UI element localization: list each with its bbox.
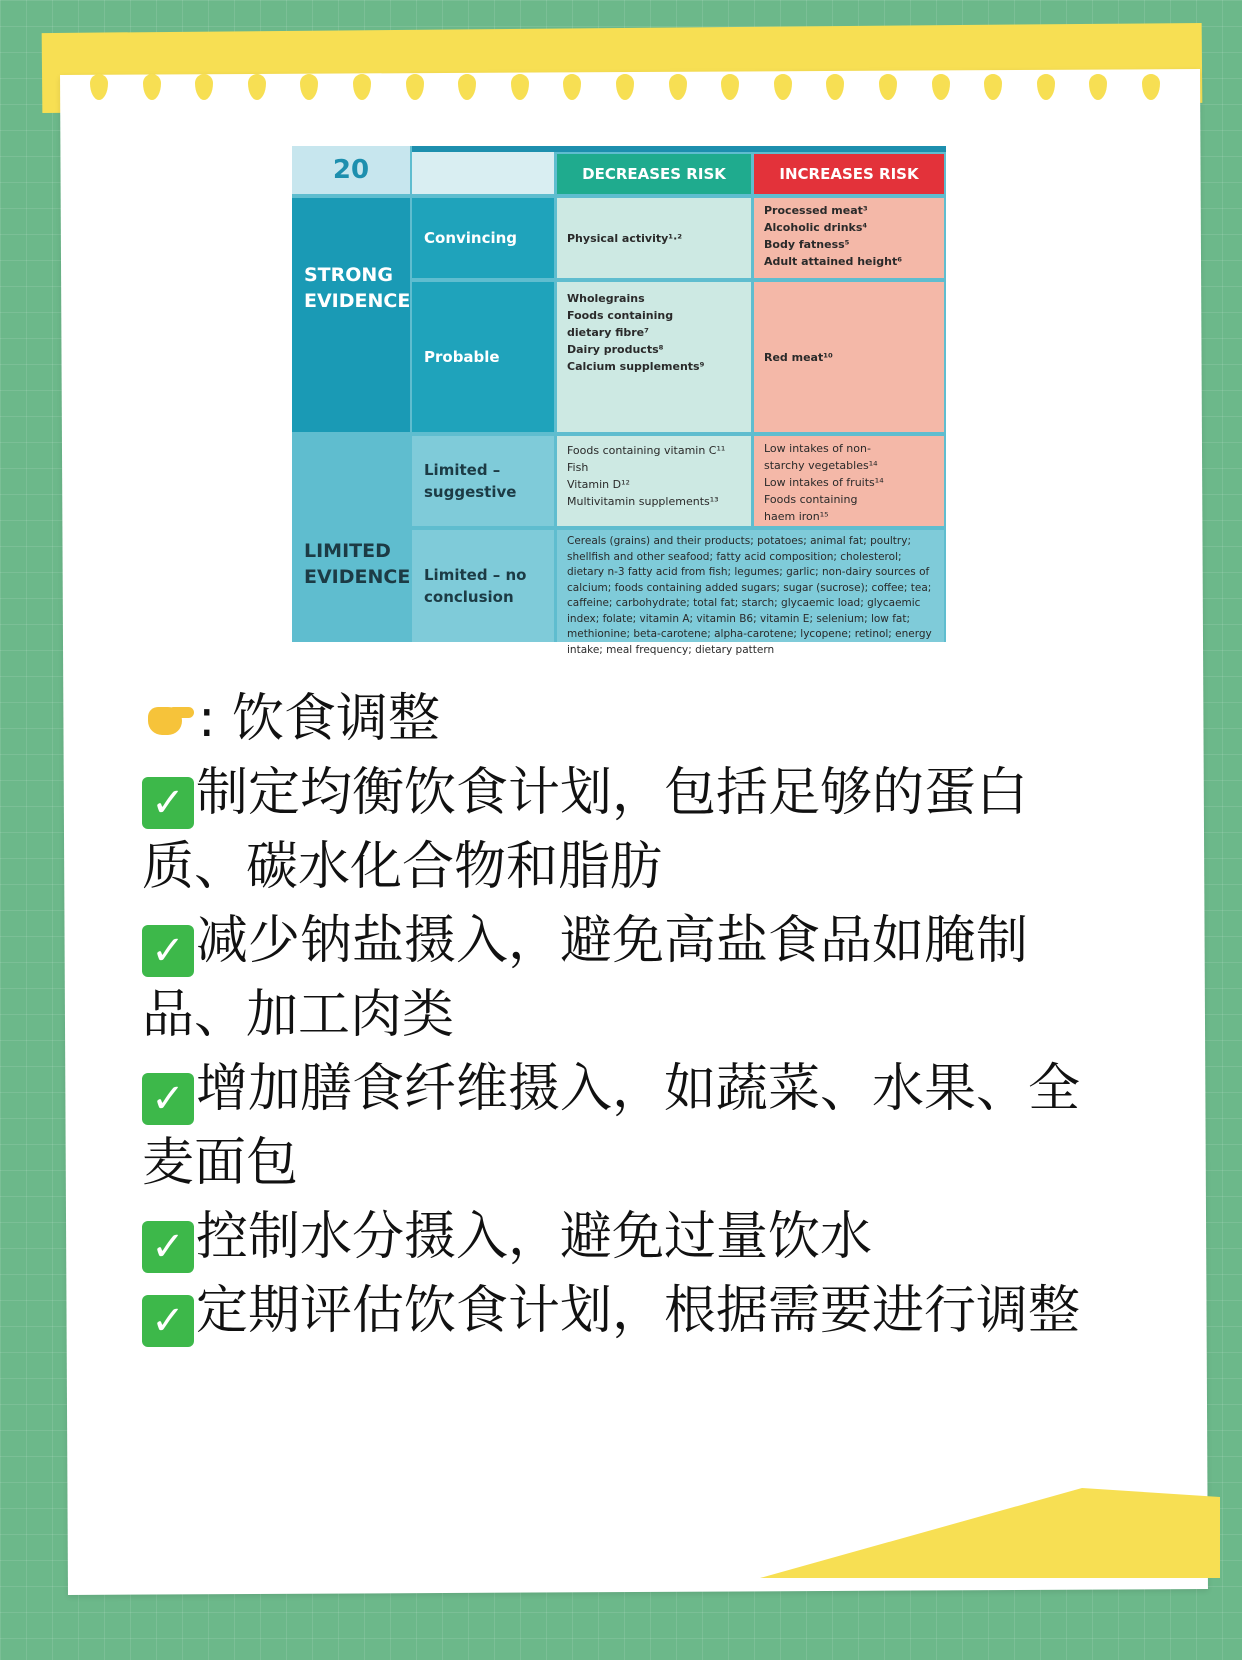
suggestive-increases-item: Low intakes of fruits¹⁴ bbox=[764, 476, 884, 489]
check-mark-icon: ✓ bbox=[142, 925, 194, 977]
level-suggestive-label: Limited – suggestive bbox=[424, 461, 517, 501]
binder-holes bbox=[90, 74, 1160, 114]
advice-item-text: 减少钠盐摄入，避免高盐食品如腌制品、加工肉类 bbox=[142, 911, 1029, 1045]
group-limited-evidence bbox=[292, 436, 410, 642]
suggestive-decreases-item: Fish bbox=[567, 461, 589, 474]
pointing-hand-icon bbox=[142, 699, 194, 739]
suggestive-decreases-item: Vitamin D¹² bbox=[567, 478, 630, 491]
advice-item-text: 控制水分摄入，避免过量饮水 bbox=[196, 1207, 873, 1267]
level-no-conclusion-label: Limited – no conclusion bbox=[424, 566, 527, 606]
check-mark-icon: ✓ bbox=[142, 1073, 194, 1125]
level-convincing: Convincing bbox=[412, 198, 554, 278]
group-limited-label: LIMITED EVIDENCE bbox=[304, 540, 411, 588]
convincing-decreases-item: Physical activity¹·² bbox=[567, 231, 683, 245]
suggestive-decreases-cell bbox=[557, 436, 751, 526]
convincing-decreases-cell bbox=[557, 198, 751, 278]
advice-item bbox=[142, 1200, 1112, 1274]
advice-item bbox=[142, 756, 1112, 904]
suggestive-decreases-item: Multivitamin supplements¹³ bbox=[567, 495, 719, 508]
diet-advice-text bbox=[142, 682, 1112, 1348]
group-strong-label: STRONG EVIDENCE bbox=[304, 264, 411, 312]
suggestive-increases-item: starchy vegetables¹⁴ bbox=[764, 459, 878, 472]
probable-decreases-item: Wholegrains bbox=[567, 292, 645, 305]
check-mark-icon: ✓ bbox=[142, 1221, 194, 1273]
header-increases-risk: INCREASES RISK bbox=[754, 154, 944, 194]
suggestive-increases-item: haem iron¹⁵ bbox=[764, 510, 829, 523]
probable-increases-item: Red meat¹⁰ bbox=[764, 350, 833, 364]
probable-decreases-item: Calcium supplements⁹ bbox=[567, 360, 705, 373]
group-strong-evidence bbox=[292, 198, 410, 432]
probable-decreases-item: Dairy products⁸ bbox=[567, 343, 664, 356]
advice-item bbox=[142, 904, 1112, 1052]
table-header-blank bbox=[412, 146, 554, 194]
convincing-increases-item: Processed meat³ bbox=[764, 204, 868, 217]
level-probable: Probable bbox=[412, 282, 554, 432]
convincing-increases-item: Alcoholic drinks⁴ bbox=[764, 221, 868, 234]
convincing-increases-cell bbox=[754, 198, 944, 278]
advice-item-text: 增加膳食纤维摄入，如蔬菜、水果、全麦面包 bbox=[142, 1059, 1081, 1193]
suggestive-decreases-item: Foods containing vitamin C¹¹ bbox=[567, 444, 726, 457]
advice-item bbox=[142, 1052, 1112, 1200]
header-decreases-risk: DECREASES RISK bbox=[557, 154, 751, 194]
probable-decreases-cell bbox=[557, 282, 751, 432]
evidence-table-image bbox=[292, 146, 946, 656]
table-top-line bbox=[412, 146, 946, 152]
section-heading bbox=[142, 682, 1112, 756]
convincing-increases-item: Adult attained height⁶ bbox=[764, 255, 903, 268]
advice-item-text: 制定均衡饮食计划，包括足够的蛋白质、碳水化合物和脂肪 bbox=[142, 763, 1029, 897]
probable-decreases-item: Foods containing bbox=[567, 309, 674, 322]
no-conclusion-cell: Cereals (grains) and their products; potatoes; animal fat; poultry; shellfish and other seafood; fatty acid composition; cholesterol; dietary n-3 fatty acid from fish; legumes; garlic; non-dairy sources of calcium; foods containing added sugars; sugar (sucrose); coffee; tea; caffeine; carbohydrate; total fat; starch; glycaemic load; glycaemic index; folate; vitamin A; vitamin B6; vitamin E; selenium; low fat; methionine; beta-carotene; alpha-carotene; lycopene; retinol; energy intake; meal frequency; dietary pattern bbox=[557, 530, 944, 642]
level-suggestive bbox=[412, 436, 554, 526]
advice-item-text: 定期评估饮食计划，根据需要进行调整 bbox=[196, 1281, 1081, 1341]
probable-increases-cell bbox=[754, 282, 944, 432]
probable-decreases-item: dietary fibre⁷ bbox=[567, 326, 649, 339]
suggestive-increases-item: Low intakes of non- bbox=[764, 442, 871, 455]
check-mark-icon: ✓ bbox=[142, 777, 194, 829]
suggestive-increases-item: Foods containing bbox=[764, 493, 858, 506]
table-corner-number: 20 bbox=[292, 146, 410, 194]
level-no-conclusion bbox=[412, 530, 554, 642]
advice-item bbox=[142, 1274, 1112, 1348]
convincing-increases-item: Body fatness⁵ bbox=[764, 238, 850, 251]
check-mark-icon: ✓ bbox=[142, 1295, 194, 1347]
suggestive-increases-cell bbox=[754, 436, 944, 526]
section-heading-text: : 饮食调整 bbox=[198, 689, 441, 749]
